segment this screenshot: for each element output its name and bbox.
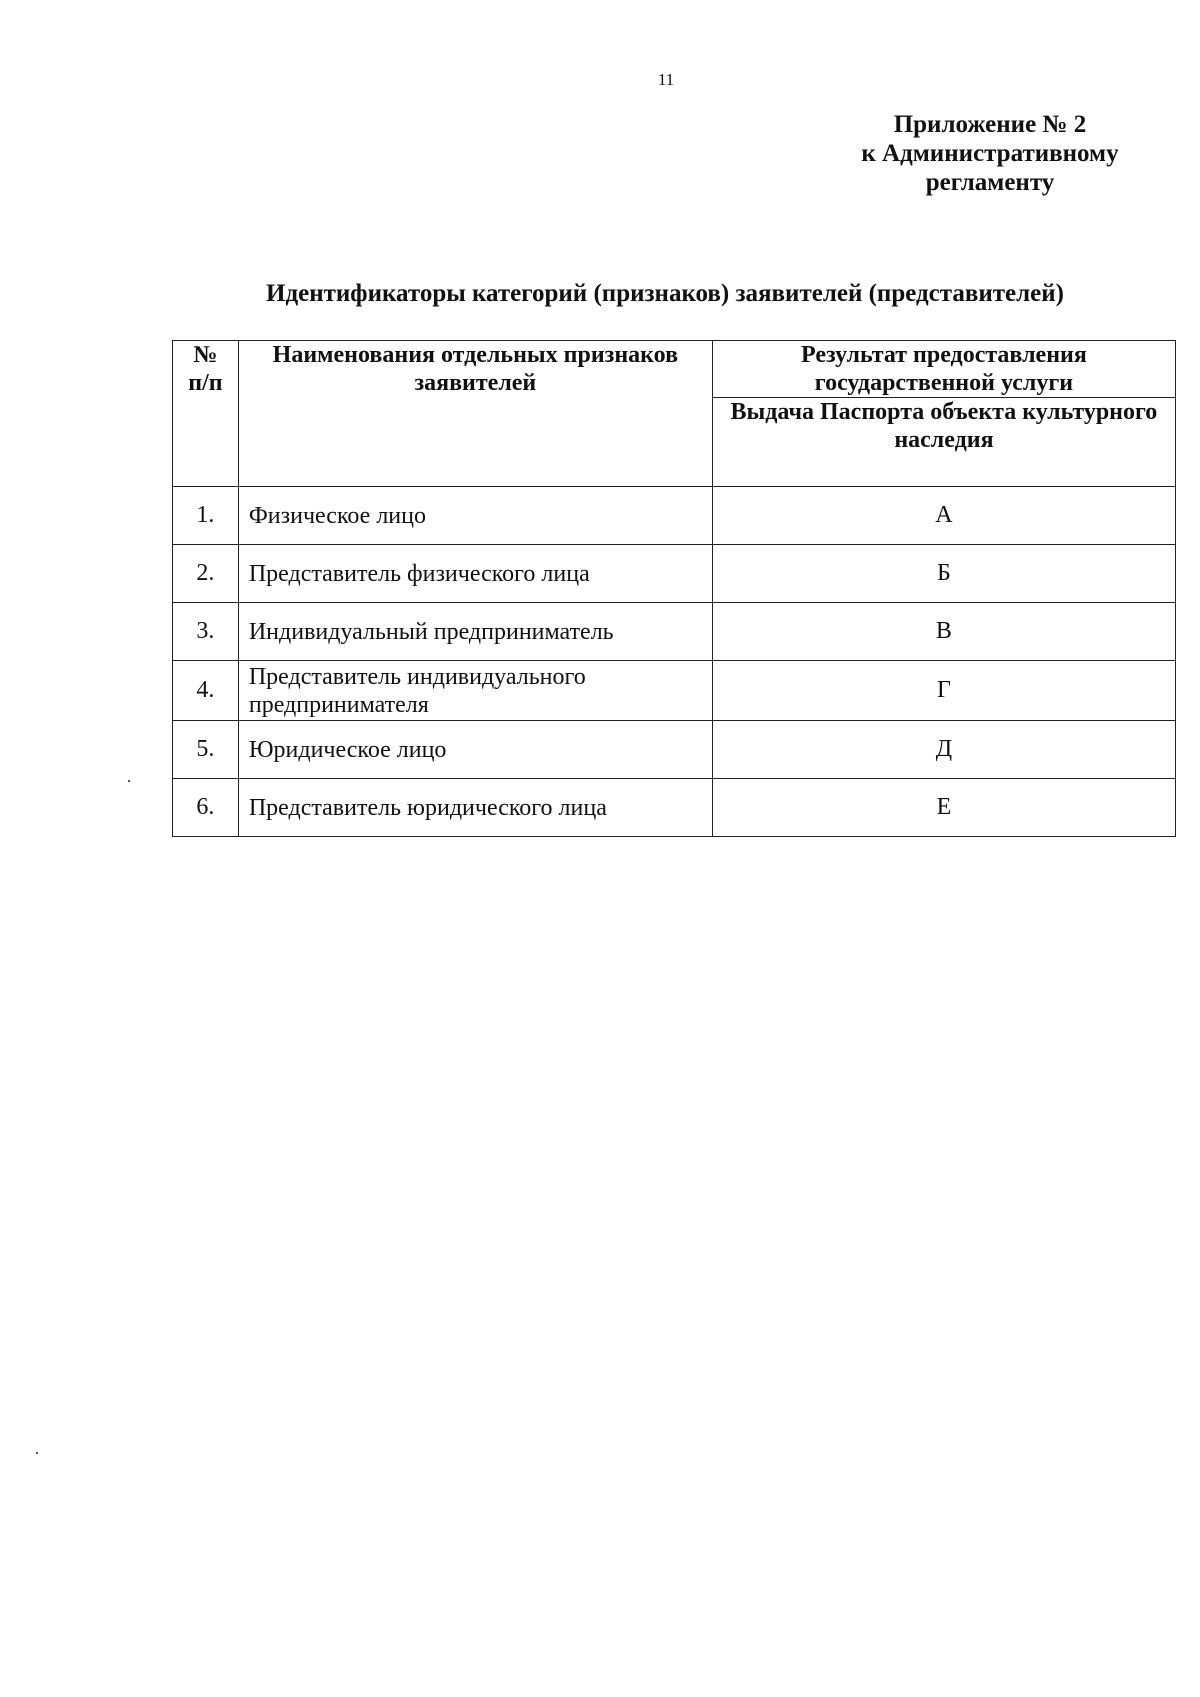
row-number: 3. bbox=[173, 603, 239, 661]
table-row bbox=[173, 603, 1176, 661]
page-number: 11 bbox=[657, 70, 675, 89]
scan-speck bbox=[36, 1452, 38, 1454]
applicant-identifiers-table bbox=[172, 340, 1176, 837]
header-number: № п/п bbox=[173, 341, 239, 487]
table-header-row bbox=[173, 341, 1176, 398]
table-row bbox=[173, 661, 1176, 721]
scan-speck bbox=[128, 780, 130, 782]
row-category-name: Физическое лицо bbox=[238, 487, 712, 545]
table-body bbox=[173, 487, 1176, 837]
row-category-name: Представитель индивидуального предпринимателя bbox=[238, 661, 712, 721]
row-identifier-code: В bbox=[712, 603, 1175, 661]
appendix-line-2: к Административному bbox=[861, 140, 1119, 167]
row-number: 4. bbox=[173, 661, 239, 721]
document-title: Идентификаторы категорий (признаков) заявителей (представителей) bbox=[266, 280, 1064, 307]
table-row bbox=[173, 779, 1176, 837]
row-identifier-code: Е bbox=[712, 779, 1175, 837]
row-number: 1. bbox=[173, 487, 239, 545]
table-row bbox=[173, 721, 1176, 779]
row-number: 6. bbox=[173, 779, 239, 837]
row-category-name: Юридическое лицо bbox=[238, 721, 712, 779]
header-result-group: Результат предоставления государственной услуги bbox=[712, 341, 1175, 398]
row-identifier-code: Д bbox=[712, 721, 1175, 779]
appendix-heading bbox=[800, 110, 1180, 197]
row-number: 5. bbox=[173, 721, 239, 779]
appendix-line-1: Приложение № 2 bbox=[893, 111, 1087, 138]
row-identifier-code: Г bbox=[712, 661, 1175, 721]
row-category-name: Индивидуальный предприниматель bbox=[238, 603, 712, 661]
header-result-sub: Выдача Паспорта объекта культурного наследия bbox=[712, 398, 1175, 487]
row-identifier-code: А bbox=[712, 487, 1175, 545]
row-category-name: Представитель физического лица bbox=[238, 545, 712, 603]
table-row bbox=[173, 545, 1176, 603]
header-name: Наименования отдельных признаков заявителей bbox=[238, 341, 712, 487]
table-row bbox=[173, 487, 1176, 545]
row-number: 2. bbox=[173, 545, 239, 603]
row-category-name: Представитель юридического лица bbox=[238, 779, 712, 837]
row-identifier-code: Б bbox=[712, 545, 1175, 603]
appendix-line-3: регламенту bbox=[925, 169, 1055, 196]
